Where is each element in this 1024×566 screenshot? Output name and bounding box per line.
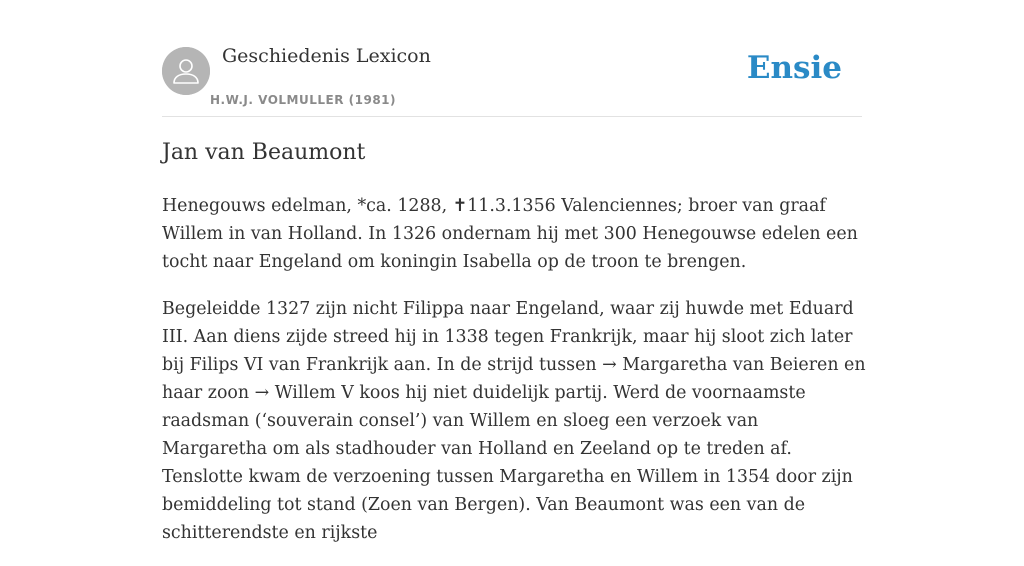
- source-title-link[interactable]: Geschiedenis Lexicon: [222, 45, 431, 67]
- entry-paragraph: Begeleidde 1327 zijn nicht Filippa naar Engeland, waar zij huwde met Eduard III. Aan diens zijde streed hij in 1338 tegen Frankrijk, maar hij sloot zich later bij Filips VI van Frankrijk aan. In de strijd tussen → Margaretha van Beieren en haar zoon → Willem V koos hij niet duidelijk partij. Werd de voornaamste raadsman (‘souverain consel’) van Willem en sloeg een verzoek van Margaretha om als stadhouder van Holland en Zeeland op te treden af. Tenslotte kwam de verzoening tussen Margaretha en Willem in 1354 door zijn bemiddeling tot stand (Zoen van Bergen). Van Beaumont was een van de schitterendste en rijkste: [162, 299, 866, 543]
- entry-paragraph: Henegouws edelman, *ca. 1288, ✝11.3.1356 Valenciennes; broer van graaf Willem in van Holland. In 1326 ondernam hij met 300 Henegouwse edelen een tocht naar Engeland om koningin Isabella op de troon te brengen.: [162, 196, 858, 272]
- user-outline-icon: [162, 47, 210, 95]
- entry-body: [162, 192, 866, 566]
- ensie-logo[interactable]: Ensie: [746, 50, 842, 86]
- article-container: [162, 0, 866, 543]
- source-avatar[interactable]: [162, 47, 210, 95]
- source-author[interactable]: H.W.J. VOLMULLER (1981): [210, 93, 397, 107]
- entry-title: Jan van Beaumont: [162, 140, 366, 165]
- source-header: [162, 0, 862, 117]
